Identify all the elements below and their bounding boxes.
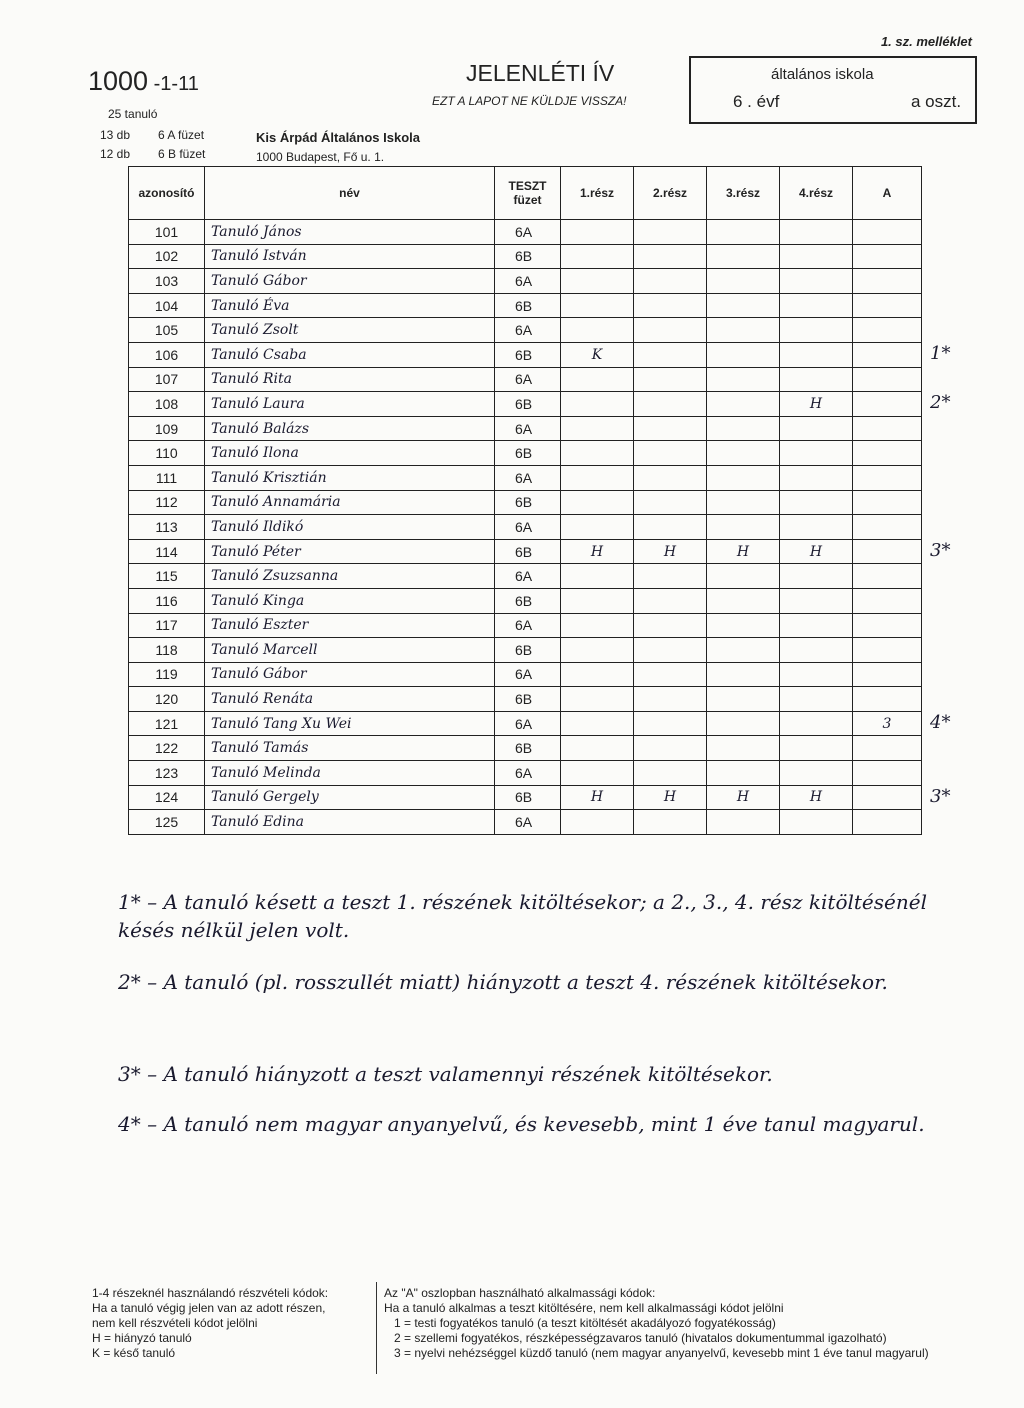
student-name: Tanuló Zsolt (205, 318, 495, 343)
part3-code (707, 662, 780, 687)
footnote-marker: 3* (930, 785, 951, 807)
student-name: Tanuló Marcell (205, 638, 495, 663)
student-name: Tanuló Csaba (205, 342, 495, 367)
footnote-marker: 3* (930, 539, 951, 561)
legend-left-line: 1-4 részeknél használandó részvételi kódok: (92, 1286, 329, 1300)
part1-code (561, 465, 634, 490)
student-id: 117 (129, 613, 205, 638)
part1-code (561, 613, 634, 638)
student-id: 122 (129, 736, 205, 761)
part2-code (634, 342, 707, 367)
table-row (129, 613, 922, 638)
part2-code (634, 465, 707, 490)
suitability-code (853, 441, 922, 466)
part1-code (561, 662, 634, 687)
student-id: 121 (129, 711, 205, 736)
student-id: 119 (129, 662, 205, 687)
suitability-code (853, 515, 922, 540)
legend-participation (92, 1286, 372, 1361)
school-type: általános iskola (771, 66, 874, 83)
suitability-code (853, 761, 922, 786)
suitability-code (853, 613, 922, 638)
part2-code (634, 810, 707, 835)
part4-code (780, 588, 853, 613)
part4-code (780, 244, 853, 269)
booklet-b-count: 12 db (100, 147, 131, 161)
part4-code (780, 465, 853, 490)
suitability-code (853, 564, 922, 589)
table-row (129, 392, 922, 417)
part3-code (707, 465, 780, 490)
part2-code (634, 490, 707, 515)
student-id: 114 (129, 539, 205, 564)
suitability-code (853, 244, 922, 269)
booklet-code: 6A (495, 269, 561, 294)
booklet-code: 6A (495, 318, 561, 343)
code-suffix: -1-11 (148, 73, 199, 95)
table-row (129, 490, 922, 515)
part2-code: H (634, 539, 707, 564)
table-row (129, 269, 922, 294)
table-row (129, 687, 922, 712)
footnote-marker: 1* (930, 343, 951, 364)
suitability-code (853, 638, 922, 663)
part2-code (634, 588, 707, 613)
booklet-code: 6B (495, 441, 561, 466)
student-name: Tanuló Annamária (205, 490, 495, 515)
suitability-code (853, 687, 922, 712)
table-row (129, 465, 922, 490)
student-name: Tanuló Krisztián (205, 465, 495, 490)
part1-code (561, 638, 634, 663)
booklet-a-label: 6 A füzet (158, 128, 205, 142)
booklet-code: 6A (495, 564, 561, 589)
part1-code (561, 490, 634, 515)
part1-code: H (561, 539, 634, 564)
part4-code (780, 367, 853, 392)
suitability-code (853, 367, 922, 392)
table-row (129, 588, 922, 613)
student-name: Tanuló Rita (205, 367, 495, 392)
student-name: Tanuló János (205, 220, 495, 245)
suitability-code: 3 (853, 711, 922, 736)
booklet-code: 6A (495, 465, 561, 490)
suitability-code (853, 588, 922, 613)
table-row (129, 564, 922, 589)
table-row (129, 244, 922, 269)
table-row (129, 515, 922, 540)
part1-code (561, 416, 634, 441)
part2-code (634, 392, 707, 417)
suitability-code (853, 539, 922, 564)
part1-code: H (561, 785, 634, 810)
part4-code (780, 220, 853, 245)
part1-code (561, 515, 634, 540)
table-row (129, 318, 922, 343)
part3-code (707, 220, 780, 245)
suitability-code (853, 490, 922, 515)
part1-code (561, 736, 634, 761)
part4-code (780, 687, 853, 712)
page-title: JELENLÉTI ÍV (466, 60, 615, 86)
part3-code (707, 638, 780, 663)
col-id-header: azonosító (129, 167, 205, 220)
student-id: 124 (129, 785, 205, 810)
part4-code: H (780, 392, 853, 417)
table-row (129, 342, 922, 367)
part3-code (707, 810, 780, 835)
suitability-code (853, 662, 922, 687)
part3-code (707, 367, 780, 392)
booklet-code: 6B (495, 490, 561, 515)
part3-code (707, 761, 780, 786)
table-row (129, 441, 922, 466)
part3-code (707, 441, 780, 466)
student-name: Tanuló Gábor (205, 269, 495, 294)
table-row (129, 736, 922, 761)
part1-code (561, 588, 634, 613)
booklet-code: 6A (495, 810, 561, 835)
student-name: Tanuló Tamás (205, 736, 495, 761)
part2-code (634, 244, 707, 269)
student-id: 104 (129, 293, 205, 318)
part3-code (707, 490, 780, 515)
part2-code (634, 736, 707, 761)
table-row (129, 220, 922, 245)
student-name: Tanuló Ildikó (205, 515, 495, 540)
student-name: Tanuló Eszter (205, 613, 495, 638)
class-letter: a oszt. (911, 92, 962, 111)
part2-code (634, 269, 707, 294)
part1-code (561, 244, 634, 269)
booklet-code: 6B (495, 244, 561, 269)
table-row (129, 662, 922, 687)
part4-code (780, 293, 853, 318)
suitability-code (853, 269, 922, 294)
part2-code (634, 687, 707, 712)
legend-left-line: Ha a tanuló végig jelen van az adott részen, (92, 1301, 326, 1315)
part2-code (634, 367, 707, 392)
suitability-code (853, 810, 922, 835)
legend-right-line: Az "A" oszlopban használható alkalmassági kódok: (384, 1286, 656, 1300)
part1-code: K (561, 342, 634, 367)
col-a-header: A (853, 167, 922, 220)
sheet-code (88, 66, 199, 97)
student-id: 102 (129, 244, 205, 269)
part2-code (634, 711, 707, 736)
legend-right-line: Ha a tanuló alkalmas a teszt kitöltésére, nem kell alkalmassági kódot jelölni (384, 1301, 784, 1315)
grade-year: 6 . évf (733, 92, 780, 111)
part3-code (707, 711, 780, 736)
booklet-code: 6A (495, 761, 561, 786)
attendance-table (128, 166, 922, 835)
part3-code: H (707, 539, 780, 564)
booklet-code: 6A (495, 515, 561, 540)
part3-code (707, 687, 780, 712)
booklet-code: 6B (495, 687, 561, 712)
col-part4-header: 4.rész (780, 167, 853, 220)
student-id: 123 (129, 761, 205, 786)
part3-code (707, 293, 780, 318)
booklet-code: 6B (495, 342, 561, 367)
student-name: Tanuló Tang Xu Wei (205, 711, 495, 736)
part4-code (780, 711, 853, 736)
note-2: 2* – A tanuló (pl. rosszullét miatt) hiányzott a teszt 4. részének kitöltésekor. (118, 970, 888, 994)
part2-code (634, 318, 707, 343)
footnote-marker: 2* (930, 392, 951, 414)
booklet-code: 6A (495, 613, 561, 638)
table-row (129, 761, 922, 786)
part3-code (707, 564, 780, 589)
student-id: 115 (129, 564, 205, 589)
table-row (129, 367, 922, 392)
booklet-code: 6A (495, 416, 561, 441)
part2-code (634, 515, 707, 540)
part3-code (707, 588, 780, 613)
col-booklet-header: TESZT füzet (495, 167, 561, 220)
student-id: 108 (129, 392, 205, 417)
table-row (129, 711, 922, 736)
table-row (129, 810, 922, 835)
note-1: 1* – A tanuló késett a teszt 1. részének kitöltésekor; a 2., 3., 4. rész kitöltésénél késés nélkül jelen volt. (118, 890, 927, 942)
part3-code (707, 515, 780, 540)
student-id: 112 (129, 490, 205, 515)
part1-code (561, 761, 634, 786)
part1-code (561, 687, 634, 712)
part4-code (780, 416, 853, 441)
student-name: Tanuló Laura (205, 392, 495, 417)
part4-code (780, 736, 853, 761)
part4-code (780, 515, 853, 540)
student-name: Tanuló Edina (205, 810, 495, 835)
part4-code (780, 662, 853, 687)
note-4: 4* – A tanuló nem magyar anyanyelvű, és kevesebb, mint 1 éve tanul magyarul. (118, 1112, 925, 1136)
part2-code (634, 441, 707, 466)
part2-code (634, 564, 707, 589)
student-id: 109 (129, 416, 205, 441)
booklet-code: 6B (495, 638, 561, 663)
booklet-code: 6B (495, 588, 561, 613)
annex-label: 1. sz. melléklet (880, 34, 972, 49)
table-row (129, 293, 922, 318)
student-id: 113 (129, 515, 205, 540)
booklet-code: 6B (495, 293, 561, 318)
suitability-code (853, 736, 922, 761)
legend-right-line: 2 = szellemi fogyatékos, részképességzavaros tanuló (hivatalos dokumentummal igazolható) (394, 1331, 887, 1345)
legend-divider (376, 1282, 377, 1374)
student-name: Tanuló Zsuzsanna (205, 564, 495, 589)
legend-left-line: H = hiányzó tanuló (92, 1331, 192, 1345)
part1-code (561, 220, 634, 245)
part1-code (561, 441, 634, 466)
part2-code (634, 613, 707, 638)
part4-code (780, 761, 853, 786)
part1-code (561, 564, 634, 589)
part4-code (780, 564, 853, 589)
suitability-code (853, 416, 922, 441)
part2-code (634, 761, 707, 786)
part4-code (780, 613, 853, 638)
part2-code (634, 416, 707, 441)
part2-code: H (634, 785, 707, 810)
part4-code (780, 490, 853, 515)
table-row (129, 785, 922, 810)
booklet-code: 6A (495, 711, 561, 736)
booklet-b-label: 6 B füzet (158, 147, 206, 161)
part4-code (780, 269, 853, 294)
part1-code (561, 293, 634, 318)
part3-code (707, 342, 780, 367)
page-subtitle: EZT A LAPOT NE KÜLDJE VISSZA! (432, 94, 627, 108)
booklet-code: 6B (495, 392, 561, 417)
legend-suitability (384, 1286, 1004, 1361)
suitability-code (853, 465, 922, 490)
part2-code (634, 220, 707, 245)
student-name: Tanuló Éva (205, 293, 495, 318)
part2-code (634, 662, 707, 687)
student-id: 118 (129, 638, 205, 663)
part3-code (707, 392, 780, 417)
legend-left-line: K = késő tanuló (92, 1346, 176, 1360)
part1-code (561, 318, 634, 343)
part1-code (561, 711, 634, 736)
student-id: 103 (129, 269, 205, 294)
legend-right-line: 3 = nyelvi nehézséggel küzdő tanuló (nem magyar anyanyelvű, kevesebb mint 1 éve tanul magyarul) (394, 1346, 929, 1360)
booklet-code: 6B (495, 539, 561, 564)
student-id: 105 (129, 318, 205, 343)
booklet-code: 6A (495, 220, 561, 245)
suitability-code (853, 342, 922, 367)
student-count: 25 tanuló (108, 107, 158, 121)
part3-code (707, 416, 780, 441)
col-name-header: név (205, 167, 495, 220)
part3-code (707, 269, 780, 294)
booklet-code: 6B (495, 736, 561, 761)
class-box (689, 56, 977, 124)
part4-code (780, 638, 853, 663)
student-name: Tanuló Gábor (205, 662, 495, 687)
student-name: Tanuló István (205, 244, 495, 269)
col-part3-header: 3.rész (707, 167, 780, 220)
suitability-code (853, 293, 922, 318)
school-name: Kis Árpád Általános Iskola (256, 130, 420, 145)
part4-code (780, 342, 853, 367)
code-main: 1000 (88, 66, 149, 96)
booklet-code: 6A (495, 367, 561, 392)
student-id: 107 (129, 367, 205, 392)
booklet-code: 6B (495, 785, 561, 810)
footnote-marker: 4* (930, 712, 951, 733)
part3-code: H (707, 785, 780, 810)
booklet-a-count: 13 db (100, 128, 131, 142)
part1-code (561, 269, 634, 294)
table-row (129, 638, 922, 663)
legend-left-line: nem kell részvételi kódot jelölni (92, 1316, 258, 1330)
student-name: Tanuló Balázs (205, 416, 495, 441)
suitability-code (853, 220, 922, 245)
school-address: 1000 Budapest, Fő u. 1. (256, 150, 385, 164)
table-header-row (129, 167, 922, 220)
part4-code: H (780, 539, 853, 564)
col-part2-header: 2.rész (634, 167, 707, 220)
suitability-code (853, 318, 922, 343)
part2-code (634, 638, 707, 663)
table-row (129, 539, 922, 564)
student-id: 111 (129, 465, 205, 490)
student-name: Tanuló Péter (205, 539, 495, 564)
student-name: Tanuló Ilona (205, 441, 495, 466)
part2-code (634, 293, 707, 318)
student-id: 120 (129, 687, 205, 712)
student-name: Tanuló Melinda (205, 761, 495, 786)
student-id: 101 (129, 220, 205, 245)
legend-right-line: 1 = testi fogyatékos tanuló (a teszt kitöltését akadályozó fogyatékosság) (394, 1316, 776, 1330)
student-name: Tanuló Gergely (205, 785, 495, 810)
part4-code (780, 441, 853, 466)
part4-code: H (780, 785, 853, 810)
part3-code (707, 318, 780, 343)
student-id: 125 (129, 810, 205, 835)
student-id: 106 (129, 342, 205, 367)
part3-code (707, 736, 780, 761)
student-id: 116 (129, 588, 205, 613)
student-name: Tanuló Renáta (205, 687, 495, 712)
part4-code (780, 810, 853, 835)
col-part1-header: 1.rész (561, 167, 634, 220)
student-name: Tanuló Kinga (205, 588, 495, 613)
part1-code (561, 392, 634, 417)
note-3: 3* – A tanuló hiányzott a teszt valamennyi részének kitöltésekor. (118, 1062, 773, 1086)
part3-code (707, 613, 780, 638)
table-row (129, 416, 922, 441)
part1-code (561, 810, 634, 835)
part1-code (561, 367, 634, 392)
student-id: 110 (129, 441, 205, 466)
suitability-code (853, 392, 922, 417)
booklet-code: 6A (495, 662, 561, 687)
part4-code (780, 318, 853, 343)
suitability-code (853, 785, 922, 810)
part3-code (707, 244, 780, 269)
